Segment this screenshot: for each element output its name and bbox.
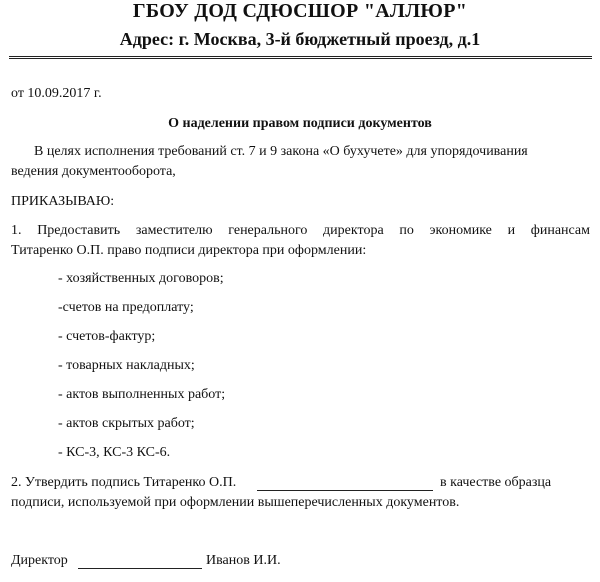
- preamble-line-1: В целях исполнения требований ст. 7 и 9 закона «О бухучете» для упорядочивания: [34, 144, 528, 159]
- item-2-suffix: в качестве образца: [440, 475, 552, 490]
- document-list-item: - КС-3, КС-3 КС-6.: [58, 445, 171, 460]
- item-1-line-1: 1. Предоставить заместителю генерального директора по экономике и финансам: [11, 223, 590, 238]
- item-1-line-2: Титаренко О.П. право подписи директора при оформлении:: [11, 243, 367, 258]
- organization-address: Адрес: г. Москва, 3-й бюджетный проезд, д.1: [119, 29, 481, 49]
- signature-name: Иванов И.И.: [206, 553, 281, 568]
- signature-sample-line: [257, 490, 433, 491]
- document-list-item: - счетов-фактур;: [58, 329, 156, 344]
- document-list-item: - актов выполненных работ;: [58, 387, 226, 402]
- organization-name: ГБОУ ДОД СДЮСШОР "АЛЛЮР": [132, 0, 468, 22]
- preamble-line-2: ведения документооборота,: [11, 164, 176, 179]
- order-word: ПРИКАЗЫВАЮ:: [11, 194, 115, 209]
- document-list-item: -счетов на предоплату;: [58, 300, 194, 315]
- item-2-prefix: 2. Утвердить подпись Титаренко О.П.: [11, 475, 237, 490]
- director-signature-line: [78, 568, 202, 569]
- document-title: О наделении правом подписи документов: [168, 116, 432, 131]
- document-list-item: - хозяйственных договоров;: [58, 271, 224, 286]
- document-list-item: - товарных накладных;: [58, 358, 195, 373]
- document-list-item: - актов скрытых работ;: [58, 416, 195, 431]
- item-2-line-2: подписи, используемой при оформлении вышеперечисленных документов.: [11, 495, 460, 510]
- signature-role: Директор: [11, 553, 68, 568]
- header-divider: [9, 56, 592, 59]
- document-date: от 10.09.2017 г.: [11, 86, 102, 101]
